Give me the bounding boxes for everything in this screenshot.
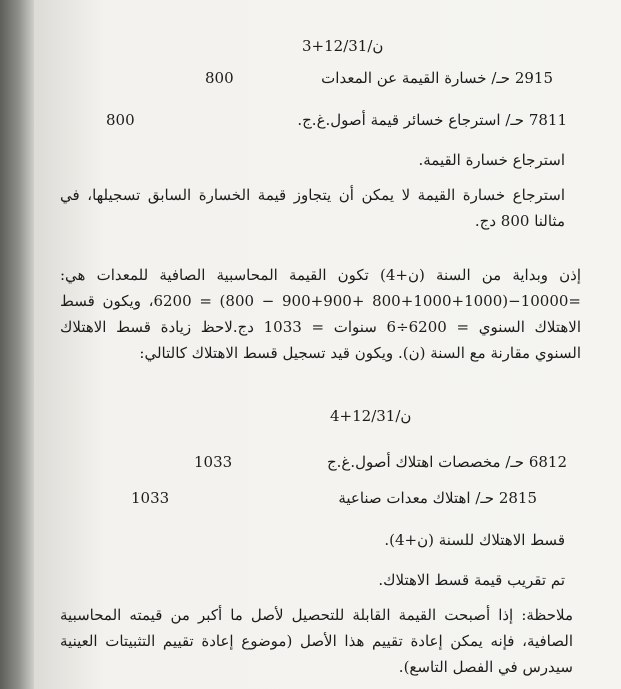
entry2-description: قسط الاهتلاك للسنة (ن+4).: [384, 531, 565, 549]
rounding-note: تم تقريب قيمة قسط الاهتلاك.: [378, 571, 565, 589]
entry2-debit-amount: 1033: [194, 453, 233, 471]
document-page: [34, 0, 621, 689]
entry2-credit-line: 2815 حـ/ اهتلاك معدات صناعية: [338, 489, 537, 507]
entry1-date: 3+ن/12/31: [302, 37, 384, 55]
entry1-debit-line: 2915 حـ/ خسارة القيمة عن المعدات: [321, 69, 553, 87]
entry2-date: 4+ن/12/31: [330, 407, 412, 425]
entry1-credit-line: 7811 حـ/ استرجاع خسائر قيمة أصول.غ.ج.: [297, 111, 567, 129]
paragraph-net-book-value: إذن وبداية من السنة (ن+4) تكون القيمة المحاسبية الصافية للمعدات هي: =10000−(1000+1000+800 +900+900 − 800) = 6200، ويكون قسط الاهتلاك السنوي = 6200÷6 سنوات = 1033 دج.لاحظ زيادة قسط الاهتلاك السنوي مقارنة مع السنة (ن). ويكون قيد تسجيل قسط الاهتلاك كالتالي:: [60, 266, 581, 362]
entry1-credit-amount: 800: [106, 111, 135, 129]
entry1-debit-amount: 800: [205, 69, 234, 87]
paragraph-recovery-limit: استرجاع خسارة القيمة لا يمكن أن يتجاوز قيمة الخسارة السابق تسجيلها، في مثالنا 800 دج.: [60, 186, 565, 230]
entry2-credit-amount: 1033: [131, 489, 170, 507]
entry1-description: استرجاع خسارة القيمة.: [418, 151, 565, 169]
book-binding-shadow: [0, 0, 34, 689]
remark-paragraph: ملاحظة: إذا أصبحت القيمة القابلة للتحصيل لأصل ما أكبر من قيمته المحاسبية الصافية، فإنه يمكن إعادة تقييم هذا الأصل (موضوع إعادة تقييم التثبيتات العينية سيدرس في الفصل التاسع).: [60, 606, 573, 676]
entry2-debit-line: 6812 حـ/ مخصصات اهتلاك أصول.غ.ج: [326, 453, 567, 471]
